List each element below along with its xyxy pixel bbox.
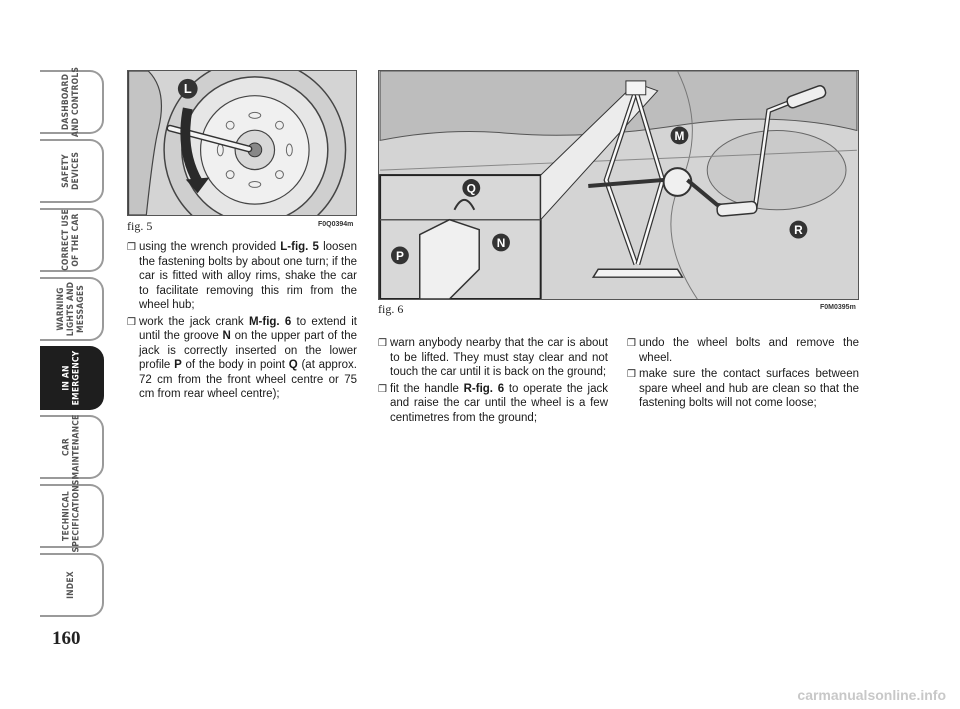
tab-in-an-emergency[interactable]: IN AN EMERGENCY: [40, 346, 104, 410]
text-column-2: [378, 336, 608, 427]
checkbox-bullet-icon: ❒: [127, 316, 136, 328]
figure-6-callout-q: Q: [466, 181, 476, 196]
tab-dashboard-and-controls[interactable]: DASHBOARD AND CONTROLS: [40, 70, 104, 134]
list-item: ❒ work the jack crank M-fig. 6 to extend it until the groove N on the upper part of the jack is correctly inserted on the lower profile P of the body in point Q (at approx. 72 cm from the front wheel centre or 75 cm from rear wheel centre);: [127, 315, 358, 400]
tab-correct-use[interactable]: CORRECT USE OF THE CAR: [40, 208, 104, 272]
tab-safety-devices[interactable]: SAFETY DEVICES: [40, 139, 104, 203]
tab-technical-specifications[interactable]: TECHNICAL SPECIFICATIONS: [40, 484, 104, 548]
checkbox-bullet-icon: ❒: [627, 338, 636, 349]
figure-6-jack: [378, 70, 859, 300]
figure-6-callout-n: N: [496, 235, 506, 250]
figure-6-caption: fig. 6: [378, 302, 404, 316]
watermark-footer: carmanualsonline.info: [797, 687, 946, 703]
list-item: ❒ warn anybody nearby that the car is about to be lifted. They must stay clear and not touch the car until it is back on the ground;: [378, 337, 608, 378]
figure-6-code: F0M0395m: [820, 304, 856, 311]
tab-car-maintenance[interactable]: CAR MAINTENANCE: [40, 415, 104, 479]
figure-5-code: F0Q0394m: [318, 221, 354, 228]
figure-5-caption: fig. 5: [127, 219, 153, 233]
list-item: ❒ fit the handle R-fig. 6 to operate the jack and raise the car until the wheel is a few centimetres from the ground;: [378, 382, 608, 424]
figure-5-wheel-wrench: [127, 70, 357, 216]
figure-5-illustration: [128, 71, 356, 215]
page-number: 160: [52, 628, 81, 649]
checkbox-bullet-icon: ❒: [127, 242, 136, 253]
list-item: ❒ using the wrench provided L-fig. 5 loosen the fastening bolts by about one turn; if the car is fitted with alloy rims, shake the car to facilitate removing this rim from the wheel hub;: [127, 241, 357, 311]
text-column-1: [127, 240, 357, 404]
checkbox-bullet-icon: ❒: [627, 369, 636, 380]
checkbox-bullet-icon: ❒: [378, 383, 387, 395]
tab-warning-lights[interactable]: WARNING LIGHTS AND MESSAGES: [40, 277, 104, 341]
list-item: ❒ make sure the contact surfaces between spare wheel and hub are clean so that the fastening bolts will not come loose;: [627, 368, 859, 409]
figure-6-callout-p: P: [395, 248, 404, 263]
checkbox-bullet-icon: ❒: [378, 338, 387, 349]
figure-6-callout-r: R: [794, 223, 803, 238]
figure-5-callout: L: [183, 81, 192, 97]
list-item: ❒ undo the wheel bolts and remove the wheel.: [627, 337, 859, 364]
figure-6-illustration: [379, 71, 858, 299]
figure-6-callout-m: M: [674, 128, 685, 143]
tab-index[interactable]: INDEX: [40, 553, 104, 617]
text-column-3: [627, 336, 859, 413]
